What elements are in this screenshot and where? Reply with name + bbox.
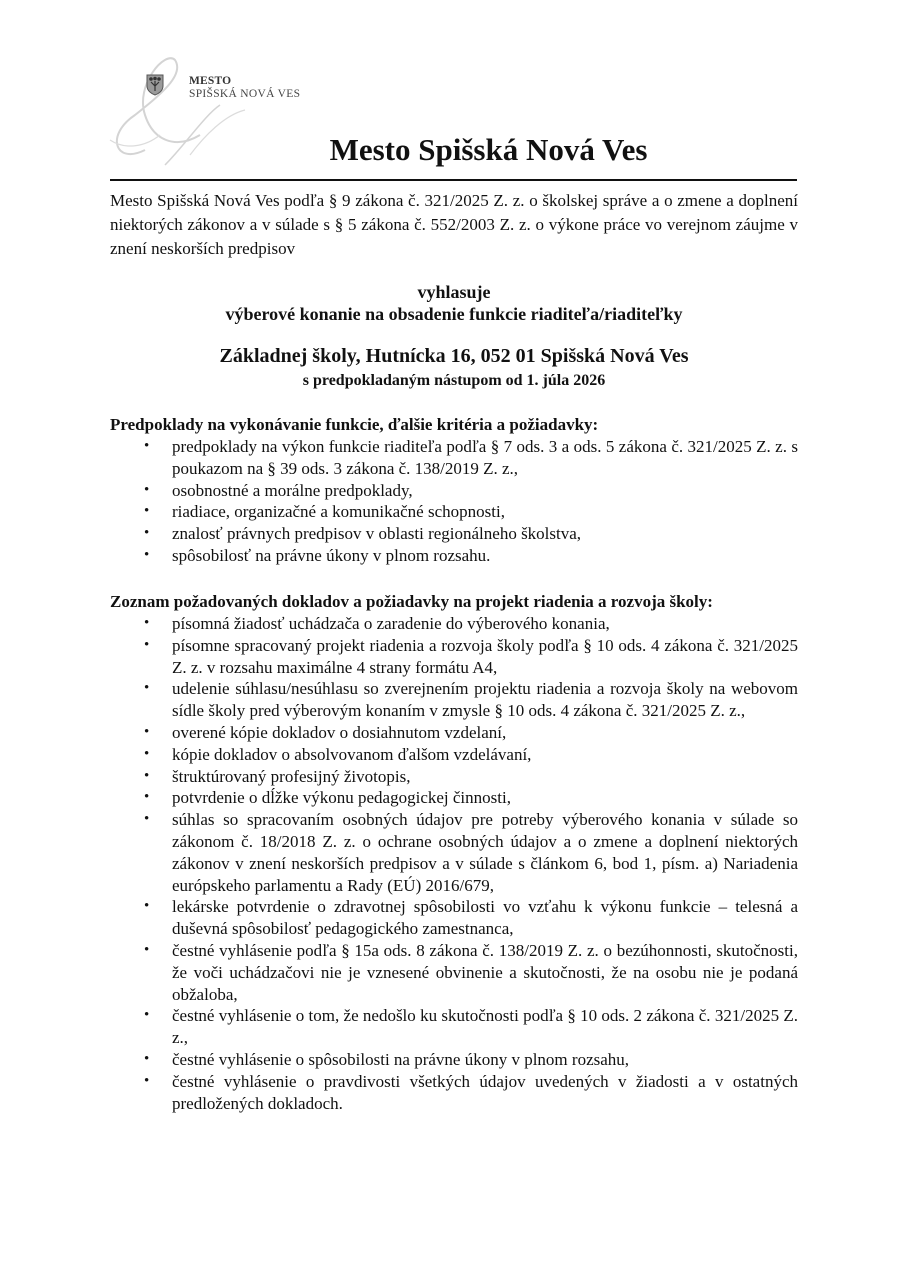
list-item [110,678,798,722]
logo-line-city: SPIŠSKÁ NOVÁ VES [189,88,301,100]
bullet-icon: • [144,438,150,454]
list-item [110,635,798,679]
list-item-text: čestné vyhlásenie podľa § 15a ods. 8 zákona č. 138/2019 Z. z. o bezúhonnosti, skutočnosti, že voči uchádzačovi nie je vznesené obvinenie a skutočnosti, že na osobu nie je podaná obžaloba, [172,940,798,1004]
list-item [110,940,798,1005]
bullet-icon: • [144,525,150,542]
list-item [110,545,798,567]
intro-paragraph: Mesto Spišská Nová Ves podľa § 9 zákona č. 321/2025 Z. z. o školskej správe a o zmene a doplnení niektorých zákonov a v súlade s § 5 zákona č. 552/2003 Z. z. o výkone práce vo verejnom záujme v znení neskorších predpisov [110,191,798,258]
list-item [110,501,798,523]
bullet-icon: • [144,789,150,806]
list-item [110,613,798,635]
list-item [110,766,798,788]
list-item [110,896,798,940]
document-title: Mesto Spišská Nová Ves [329,132,648,167]
list-item-text: overené kópie dokladov o dosiahnutom vzdelaní, [172,722,507,742]
title-rule [110,179,797,181]
section-heading: Predpoklady na vykonávanie funkcie, ďalšie kritéria a požiadavky: [110,415,599,434]
list-item-text: spôsobilosť na právne úkony v plnom rozsahu. [172,545,491,565]
list-item [110,1071,798,1115]
list-item-text: čestné vyhlásenie o spôsobilosti na právne úkony v plnom rozsahu, [172,1049,630,1069]
bullet-icon: • [144,723,150,740]
coat-of-arms-icon [146,74,164,96]
bullet-icon: • [144,941,150,958]
documents-list [110,613,798,1114]
list-item [110,809,798,896]
bullet-icon: • [144,636,150,653]
list-item [110,787,798,809]
list-item-text: čestné vyhlásenie o tom, že nedošlo ku skutočnosti podľa § 10 ods. 2 zákona č. 321/2025 Z. z., [172,1006,798,1048]
list-item [110,480,798,502]
list-item-text: súhlas so spracovaním osobných údajov pre potreby výberového konania v súlade so zákonom č. 18/2018 Z. z. o ochrane osobných údajov a o zmene a doplnení niektorých zákonov v znení neskorších predpisov a v súlade s článkom 6, bod 1, písm. a) Nariadenia európskeho parlamentu a Rady (EÚ) 2016/679, [172,810,798,895]
bullet-icon: • [144,898,150,915]
bullet-icon: • [144,745,150,762]
list-item-text: predpoklady na výkon funkcie riaditeľa podľa § 7 ods. 3 a ods. 5 zákona č. 321/2025 Z. z. s poukazom na § 39 ods. 3 zákona č. 138/2019 Z. z., [172,437,798,478]
requirements-section [110,414,798,567]
list-item-text: čestné vyhlásenie o pravdivosti všetkých údajov uvedených v žiadosti a v ostatných predložených dokladoch. [172,1071,798,1113]
list-item-text: štruktúrovaný profesijný životopis, [172,766,411,786]
logo-line-mesto: MESTO [189,75,232,87]
bullet-icon: • [144,680,150,697]
list-item-text: lekárske potvrdenie o zdravotnej spôsobilosti vo vzťahu k výkonu funkcie – telesná a duševná spôsobilosť pedagogického zamestnanca, [172,897,798,939]
list-item [110,1005,798,1049]
bullet-icon: • [144,546,150,563]
list-item [110,722,798,744]
logo-text [189,75,300,101]
bullet-icon: • [144,767,150,784]
bullet-icon: • [144,503,150,520]
list-item [110,744,798,766]
list-item-text: osobnostné a morálne predpoklady, [172,480,413,500]
section-heading: Zoznam požadovaných dokladov a požiadavky na projekt riadenia a rozvoja školy: [110,592,713,611]
bullet-icon: • [144,811,150,828]
list-item-text: kópie dokladov o absolvovanom ďalšom vzdelávaní, [172,744,532,764]
announcement-verb: vyhlasuje [417,282,491,302]
list-item [110,1049,798,1071]
bullet-icon: • [144,1007,150,1024]
school-name: Základnej školy, Hutnícka 16, 052 01 Spišská Nová Ves [219,345,689,367]
list-item-text: riadiace, organizačné a komunikačné schopnosti, [172,502,505,522]
list-item-text: udelenie súhlasu/nesúhlasu so zverejnením projektu riadenia a rozvoja školy na webovom sídle školy pred výberovým konaním v zmysle § 10 ods. 4 zákona č. 321/2025 Z. z., [172,679,798,721]
start-date: s predpokladaným nástupom od 1. júla 2026 [302,372,606,389]
documents-section [110,591,798,1114]
bullet-icon: • [144,481,150,498]
list-item-text: písomne spracovaný projekt riadenia a rozvoja školy podľa § 10 ods. 4 zákona č. 321/2025 Z. z. v rozsahu maximálne 4 strany formátu A4, [172,635,798,677]
list-item [110,436,798,480]
list-item-text: znalosť právnych predpisov v oblasti regionálneho školstva, [172,524,582,544]
requirements-list [110,436,798,567]
list-item [110,523,798,545]
list-item-text: písomná žiadosť uchádzača o zaradenie do výberového konania, [172,614,610,633]
list-item-text: potvrdenie o dĺžke výkonu pedagogickej činnosti, [172,788,511,808]
bullet-icon: • [144,1050,150,1067]
bullet-icon: • [144,1072,150,1089]
announcement-subject: výberové konanie na obsadenie funkcie riaditeľa/riaditeľky [225,304,683,324]
bullet-icon: • [144,615,150,631]
